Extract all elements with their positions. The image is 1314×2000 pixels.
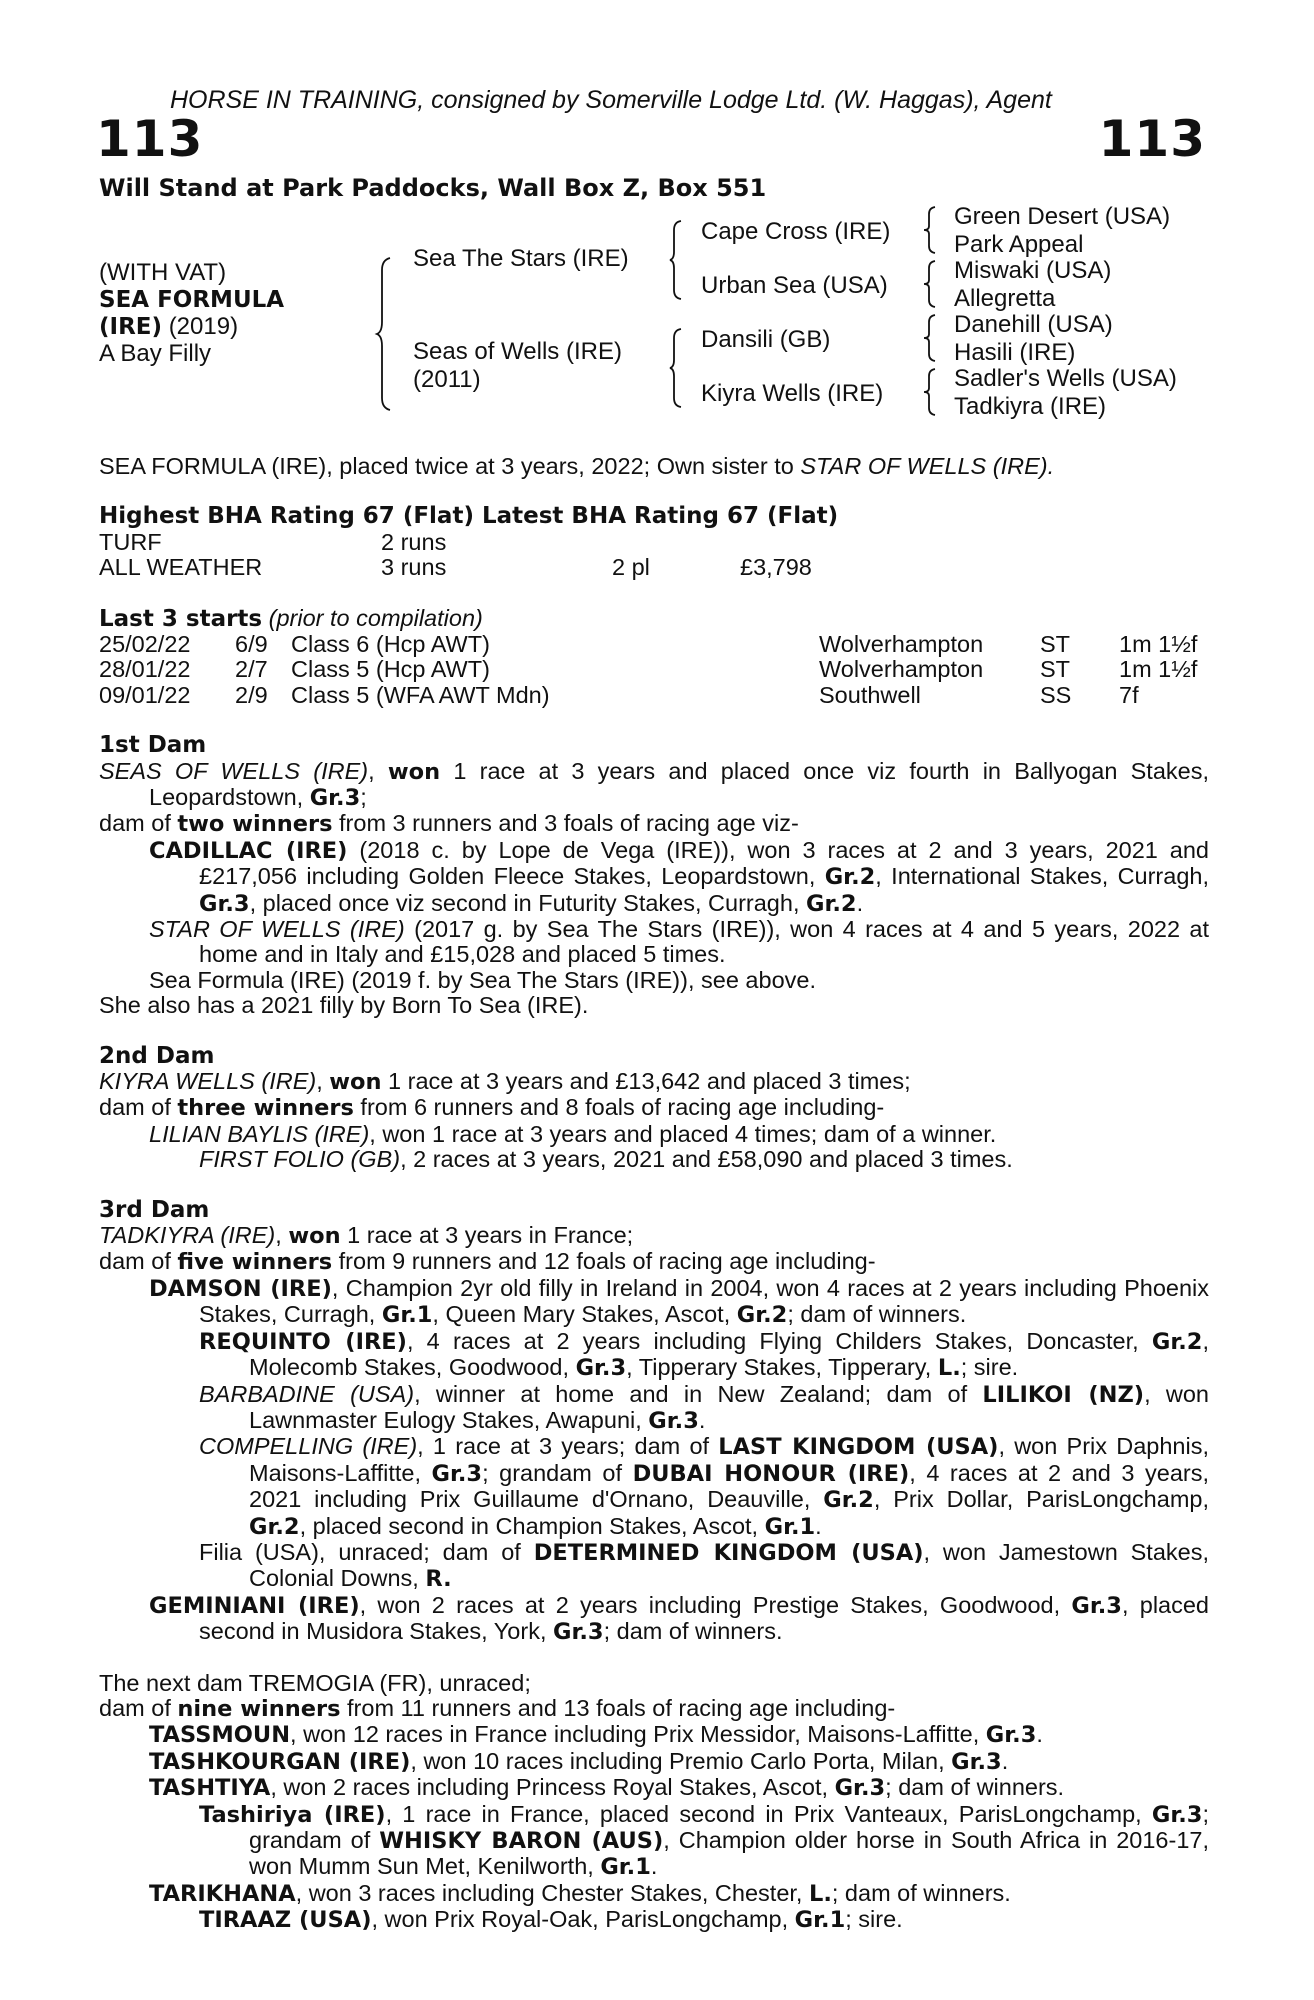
ancestor-2: Park Appeal [954, 231, 1084, 258]
first-dam-line: SEAS OF WELLS (IRE), won 1 race at 3 years and placed once viz fourth in Ballyogan Stakes, Leopardstown, Gr.3; [99, 757, 1210, 811]
rating-row-turf: TURF 2 runs [99, 528, 447, 555]
bracket-sire-parents [669, 219, 687, 301]
horse-name: SEA FORMULA [99, 287, 285, 313]
sire-dam: Urban Sea (USA) [701, 272, 888, 299]
horse-country: (IRE) [99, 314, 163, 340]
second-dam-heading: 2nd Dam [99, 1042, 215, 1069]
second-dam-produce: dam of three winners from 6 runners and 8 foals of racing age including- [99, 1094, 885, 1122]
stand-location: Will Stand at Park Paddocks, Wall Box Z, Box 551 [99, 174, 767, 202]
ancestor-6: Hasili (IRE) [954, 339, 1076, 366]
bracket-g4 [923, 367, 939, 417]
bracket-g2 [923, 259, 939, 309]
first-dam-produce: dam of two winners from 3 runners and 3 foals of racing age viz- [99, 810, 799, 838]
sire-sire: Cape Cross (IRE) [701, 218, 891, 245]
produce-tashtiya: TASHTIYA, won 2 races including Princess Royal Stakes, Ascot, Gr.3; dam of winners. [149, 1774, 1065, 1802]
last-starts-heading: Last 3 starts (prior to compilation) [99, 604, 483, 632]
produce-barbadine: BARBADINE (USA), winner at home and in New Zealand; dam of LILIKOI (NZ), won Lawnmaster Eulogy Stakes, Awapuni, Gr.3. [199, 1380, 1209, 1434]
dam: Seas of Wells (IRE) [413, 338, 622, 365]
rating-heading: Highest BHA Rating 67 (Flat) Latest BHA Rating 67 (Flat) [99, 503, 839, 530]
ancestor-1: Green Desert (USA) [954, 203, 1171, 230]
dam-dam: Kiyra Wells (IRE) [701, 380, 884, 407]
ancestor-5: Danehill (USA) [954, 311, 1113, 338]
third-dam-line: TADKIYRA (IRE), won 1 race at 3 years in France; [99, 1222, 634, 1250]
horse-year: (2019) [168, 313, 239, 340]
next-dam-line: The next dam TREMOGIA (FR), unraced; [99, 1669, 531, 1696]
ancestor-3: Miswaki (USA) [954, 257, 1112, 284]
third-dam-heading: 3rd Dam [99, 1196, 210, 1223]
produce-damson: DAMSON (IRE), Champion 2yr old filly in Ireland in 2004, won 4 races at 2 years including Phoenix Stakes, Curragh, Gr.1, Queen Mary Stakes, Ascot, Gr.2; dam of winners. [149, 1274, 1210, 1329]
produce-geminiani: GEMINIANI (IRE), won 2 races at 2 years including Prestige Stakes, Goodwood, Gr.3, placed second in Musidora Stakes, York, Gr.3; dam of winners. [149, 1591, 1209, 1646]
ancestor-4: Allegretta [954, 285, 1056, 312]
produce-sea-formula: Sea Formula (IRE) (2019 f. by Sea The Stars (IRE)), see above. [149, 966, 816, 993]
produce-cadillac: CADILLAC (IRE) (2018 c. by Lope de Vega (IRE)), won 3 races at 2 and 3 years, 2021 and £217,056 including Golden Fleece Stakes, Leopardstown, Gr.2, International Stakes, Curragh, Gr.3, placed once viz second in Futurity Stakes, Curragh, Gr.2. [149, 836, 1210, 917]
sire: Sea The Stars (IRE) [413, 245, 629, 272]
horse-name-country-year [99, 313, 238, 341]
produce-first-folio: FIRST FOLIO (GB), 2 races at 3 years, 2021 and £58,090 and placed 3 times. [199, 1146, 1013, 1173]
consignment-line: HORSE IN TRAINING, consigned by Somerville Lodge Ltd. (W. Haggas), Agent [170, 86, 1052, 114]
catalogue-body [99, 454, 1209, 1934]
horse-description: A Bay Filly [99, 340, 212, 367]
ancestor-7: Sadler's Wells (USA) [954, 365, 1177, 392]
bracket-dam-parents [669, 327, 687, 409]
dam-year: (2011) [413, 366, 481, 393]
produce-tashiriya: Tashiriya (IRE), 1 race in France, placed second in Prix Vanteaux, ParisLongchamp, Gr.3; grandam of WHISKY BARON (AUS), Champion older horse in South Africa in 2016-17, won Mumm Sun Met, Kenilworth, Gr.1. [199, 1800, 1209, 1881]
start-row: 25/02/22 6/9 Class 6 (Hcp AWT) Wolverhampton ST 1m 1½f [99, 631, 1198, 657]
ancestor-8: Tadkiyra (IRE) [954, 393, 1107, 420]
produce-star-of-wells: STAR OF WELLS (IRE) (2017 g. by Sea The Stars (IRE)), won 4 races at 4 and 5 years, 2022 at home and in Italy and £15,028 and placed 5 times. [149, 916, 1209, 968]
lot-number-left: 113 [96, 110, 204, 168]
produce-compelling: COMPELLING (IRE), 1 race at 3 years; dam of LAST KINGDOM (USA), won Prix Daphnis, Maisons-Laffitte, Gr.3; grandam of DUBAI HONOUR (IRE), 4 races at 2 and 3 years, 2021 including Prix Guillaume d'Ornano, Deauville, Gr.2, Prix Dollar, ParisLongchamp, Gr.2, placed second in Champion Stakes, Ascot, Gr.1. [199, 1433, 1209, 1540]
produce-tassmoun: TASSMOUN, won 12 races in France including Prix Messidor, Maisons-Laffitte, Gr.3. [149, 1721, 1043, 1749]
lot-number-right: 113 [1098, 110, 1206, 168]
summary-line: SEA FORMULA (IRE), placed twice at 3 years, 2022; Own sister to STAR OF WELLS (IRE). [99, 453, 1055, 479]
first-dam-also: She also has a 2021 filly by Born To Sea (IRE). [99, 992, 589, 1019]
bracket-g1 [923, 205, 939, 255]
bracket-g3 [923, 313, 939, 363]
produce-tashkourgan: TASHKOURGAN (IRE), won 10 races including Premio Carlo Porta, Milan, Gr.3. [149, 1747, 1009, 1775]
dam-sire: Dansili (GB) [701, 326, 831, 353]
produce-filia: Filia (USA), unraced; dam of DETERMINED KINGDOM (USA), won Jamestown Stakes, Colonial Downs, R. [199, 1538, 1210, 1593]
rating-row-aw: ALL WEATHER 3 runs 2 pl £3,798 [99, 554, 812, 581]
second-dam-line: KIYRA WELLS (IRE), won 1 race at 3 years and £13,642 and placed 3 times; [99, 1068, 911, 1096]
produce-requinto: REQUINTO (IRE), 4 races at 2 years including Flying Childers Stakes, Doncaster, Gr.2, Molecomb Stakes, Goodwood, Gr.3, Tipperary Stakes, Tipperary, L.; sire. [199, 1327, 1209, 1382]
next-dam-produce: dam of nine winners from 11 runners and 13 foals of racing age including- [99, 1694, 896, 1722]
start-row: 28/01/22 2/7 Class 5 (Hcp AWT) Wolverhampton ST 1m 1½f [99, 656, 1198, 683]
produce-tiraaz: TIRAAZ (USA), won Prix Royal-Oak, ParisLongchamp, Gr.1; sire. [199, 1906, 903, 1934]
bracket-sire-dam [376, 256, 396, 412]
produce-lilian-baylis: LILIAN BAYLIS (IRE), won 1 race at 3 years and placed 4 times; dam of a winner. [149, 1120, 997, 1147]
first-dam-heading: 1st Dam [99, 732, 207, 759]
produce-tarikhana: TARIKHANA, won 3 races including Chester Stakes, Chester, L.; dam of winners. [149, 1879, 1011, 1907]
vat-label: (WITH VAT) [99, 259, 227, 286]
third-dam-produce: dam of five winners from 9 runners and 12 foals of racing age including- [99, 1248, 876, 1276]
start-row: 09/01/22 2/9 Class 5 (WFA AWT Mdn) Southwell SS 7f [99, 681, 1139, 708]
